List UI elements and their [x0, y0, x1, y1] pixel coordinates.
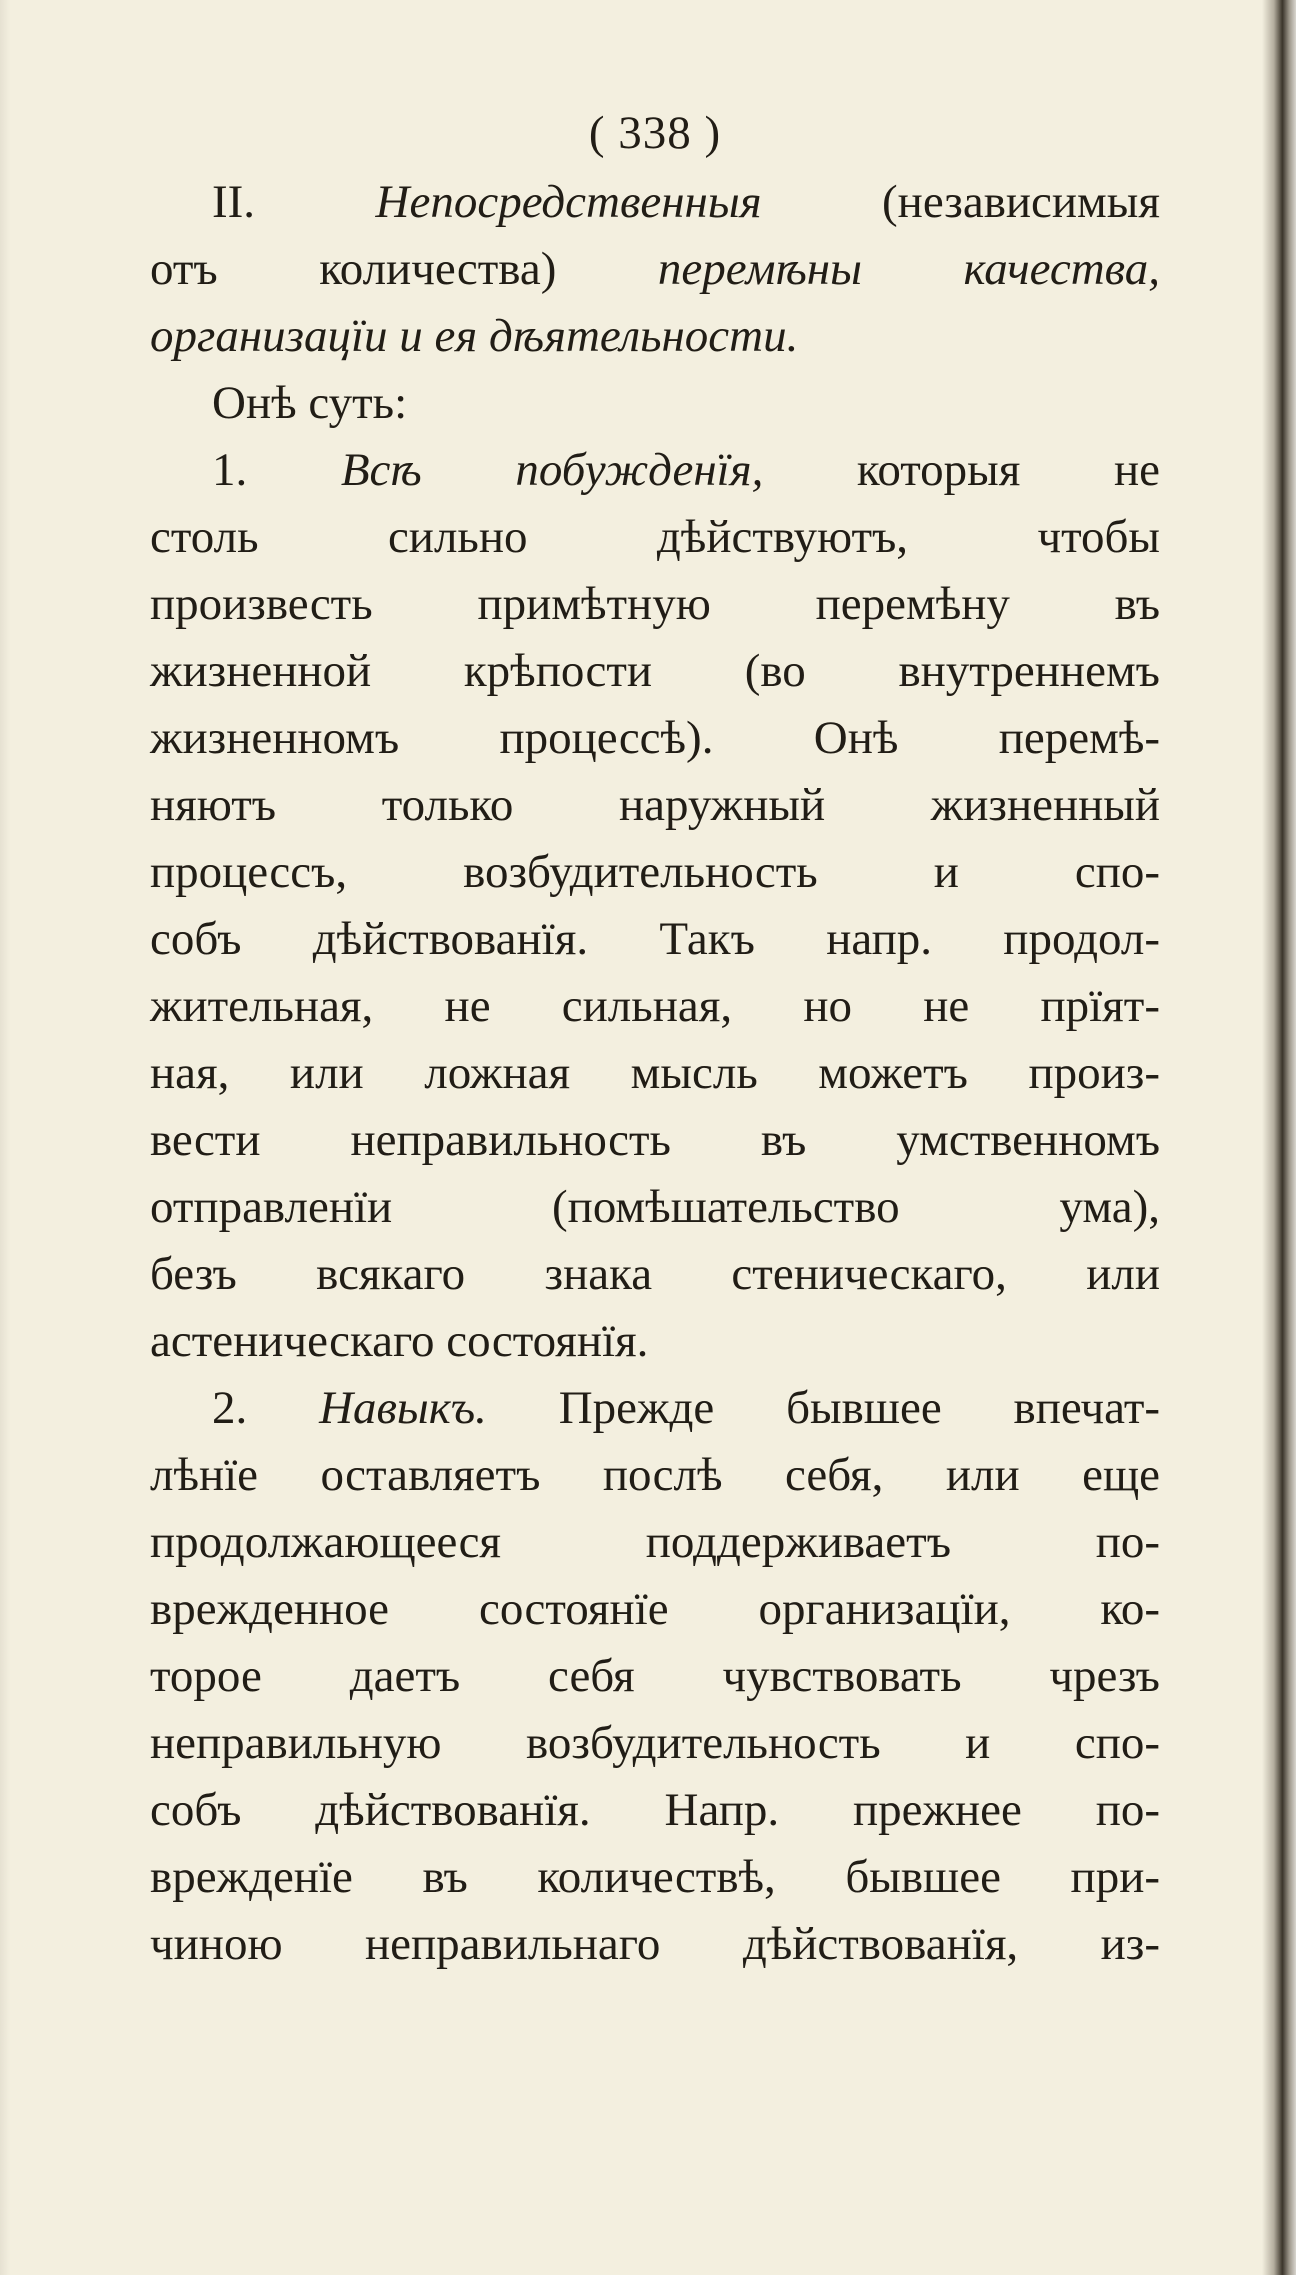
- text-run: отправленїи (помѣшательство ума),: [150, 1181, 1160, 1233]
- text-line: [150, 1911, 1160, 1978]
- text-run: собъ дѣйствованїя. Напр. прежнее по-: [150, 1784, 1160, 1836]
- text-line: [150, 236, 1160, 303]
- text-run: вести неправильность въ умственномъ: [150, 1114, 1160, 1166]
- text-line: [150, 1040, 1160, 1107]
- text-line: [150, 303, 1160, 370]
- text-run: 1.: [212, 444, 341, 496]
- text-line: [150, 705, 1160, 772]
- text-run: II.: [212, 176, 376, 228]
- text-line: [150, 906, 1160, 973]
- text-line: [150, 1107, 1160, 1174]
- text-line: [150, 504, 1160, 571]
- text-line: [150, 1308, 1160, 1375]
- text-line: [150, 1576, 1160, 1643]
- text-line: [150, 973, 1160, 1040]
- text-run: Онѣ суть:: [212, 377, 408, 429]
- text-run: процессъ, возбудительность и спо-: [150, 846, 1160, 898]
- text-run: чиною неправильнаго дѣйствованїя, из-: [150, 1918, 1160, 1970]
- italic-phrase: Всѣ побужденїя,: [340, 444, 764, 496]
- text-run: Прежде бывшее впечат-: [486, 1382, 1161, 1434]
- page-binding-edge: [1262, 0, 1296, 2275]
- italic-phrase: Непосредственныя: [375, 176, 762, 228]
- text-run: столь сильно дѣйствуютъ, чтобы: [150, 511, 1160, 563]
- italic-phrase: перемѣны качества,: [657, 243, 1160, 295]
- text-line: [150, 1710, 1160, 1777]
- text-run: безъ всякаго знака стеническаго, или: [150, 1248, 1160, 1300]
- text-run: астеническаго состоянїя.: [150, 1315, 649, 1367]
- text-line: [150, 1643, 1160, 1710]
- text-run: (независимыя: [761, 176, 1160, 228]
- text-line: [150, 1777, 1160, 1844]
- text-run: лѣнїе оставляетъ послѣ себя, или еще: [150, 1449, 1160, 1501]
- text-run: врежденїе въ количествѣ, бывшее при-: [150, 1851, 1160, 1903]
- text-run: неправильную возбудительность и спо-: [150, 1717, 1160, 1769]
- text-run: врежденное состоянїе организацїи, ко-: [150, 1583, 1160, 1635]
- text-run: няютъ только наружный жизненный: [150, 779, 1160, 831]
- text-line: [150, 772, 1160, 839]
- text-line: [150, 1442, 1160, 1509]
- text-run: жизненномъ процессѣ). Онѣ перемѣ-: [150, 712, 1160, 764]
- italic-phrase: Навыкъ.: [319, 1382, 487, 1434]
- text-line: [150, 1174, 1160, 1241]
- text-line: [150, 1509, 1160, 1576]
- text-line: [150, 1375, 1160, 1442]
- text-line: [150, 571, 1160, 638]
- page-number: ( 338 ): [588, 107, 722, 159]
- text-line: [150, 1241, 1160, 1308]
- text-run: собъ дѣйствованїя. Такъ напр. продол-: [150, 913, 1160, 965]
- text-line: [150, 437, 1160, 504]
- text-run: торое даетъ себя чувствовать чрезъ: [150, 1650, 1160, 1702]
- text-line: [150, 1844, 1160, 1911]
- page-text-block: [150, 100, 1160, 1978]
- text-run: ная, или ложная мысль можетъ произ-: [150, 1047, 1160, 1099]
- text-run: жительная, не сильная, но не прїят-: [150, 980, 1160, 1032]
- page-left-edge: [0, 0, 10, 2275]
- text-line: [150, 638, 1160, 705]
- text-run: 2.: [212, 1382, 320, 1434]
- italic-phrase: организацїи и ея дѣятельности.: [150, 310, 799, 362]
- text-run: продолжающееся поддерживаетъ по-: [150, 1516, 1160, 1568]
- text-run: которыя не: [763, 444, 1160, 496]
- text-run: отъ количества): [150, 243, 658, 295]
- text-line: [150, 839, 1160, 906]
- text-lines: [150, 169, 1160, 1978]
- text-line: [150, 169, 1160, 236]
- text-run: жизненной крѣпости (во внутреннемъ: [150, 645, 1160, 697]
- text-run: произвесть примѣтную перемѣну въ: [150, 578, 1160, 630]
- text-line: [150, 370, 1160, 437]
